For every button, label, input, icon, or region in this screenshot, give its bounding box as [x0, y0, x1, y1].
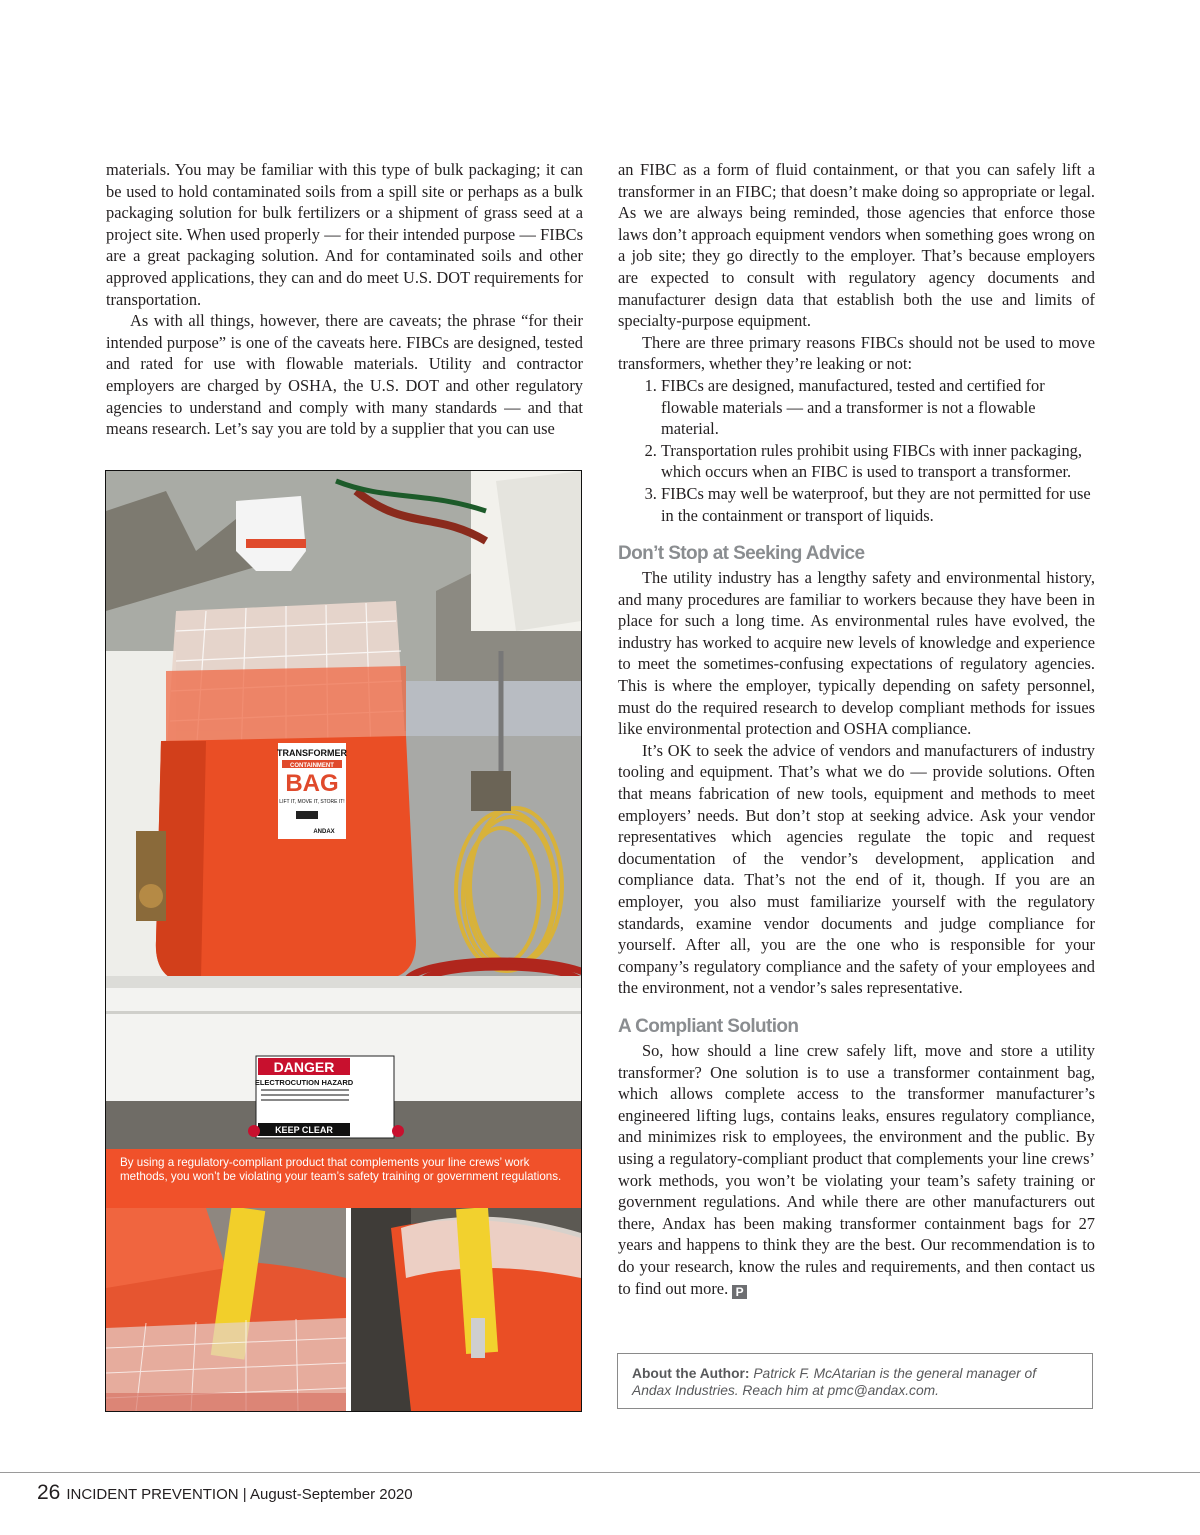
body-paragraph — [618, 1040, 1095, 1299]
publication-info: INCIDENT PREVENTION | August-September 2020 — [66, 1486, 413, 1503]
body-paragraph: As with all things, however, there are caveats; the phrase “for their intended purpose” is one of the caveats here. FIBCs are designed, tested and rated for use with flowable materials. Utility and contractor employers are charged by OSHA, the U.S. DOT and other regulatory agencies to understand and comply with many standards — and that means research. Let’s say you are told by a supplier that you can use — [106, 311, 583, 439]
body-paragraph: There are three primary reasons FIBCs should not be used to move transformers, whether they’re leaking or not: — [618, 332, 1095, 374]
photo-caption: By using a regulatory-compliant product that complements your line crews’ work methods, you won’t be violating your team’s safety training or government regulations. — [106, 1149, 581, 1208]
sub-photo-right — [351, 1208, 581, 1411]
bag-label-line1: TRANSFORMER — [277, 748, 347, 758]
bag-label-line3: BAG — [285, 770, 339, 797]
left-column — [106, 159, 583, 440]
danger-footer: KEEP CLEAR — [275, 1125, 333, 1135]
body-text: So, how should a line crew safely lift, move and store a utility transformer? One solution is to use a transformer containment bag, which allows complete access to the transformer manufacturer’s engineered lifting lugs, contains leaks, ensures regulatory compliance, and minimizes risk to employees, the environment and the public. By using a regulatory-compliant product that complements your line crews’ work methods, you won’t be violating your team’s safety training or government regulations. And while there are other manufacturers out there, Andax has been making transformer containment bags for 27 years and happens to think they are the best. Our recommendation is to do your research, know the rules and requirements, and then contact us to find out more. — [618, 1040, 1095, 1298]
body-paragraph: It’s OK to seek the advice of vendors and manufacturers of industry tooling and equipment. That’s what we do — provide solutions. Often that means fabrication of new tools, equipment and methods to meet employers’ needs. But don’t stop at seeking advice. Ask your vendor representatives which agencies regulate the topic and request documentation of the vendor’s development, application and compliance data. That’s not the end of it, though. If you are an employer, you also must familiarize yourself with the regulatory standards, examine vendor documents and judge compliance for yourself. After all, you are the one who is responsible for your company’s regulatory compliance and the safety of your employees and the environment, not a vendor’s sales representative. — [618, 740, 1095, 998]
body-paragraph: an FIBC as a form of fluid containment, or that you can safely lift a transformer in an FIBC; that doesn’t make doing so appropriate or legal. As we are always being reminded, those agencies that enforce those laws don’t approach equipment vendors when something goes wrong on a job site; they go directly to the employer. That’s because employers are expected to consult with regulatory agency documents and manufacturer design data that establish both the use and limits of specialty-purpose equipment. — [618, 160, 1095, 331]
page-number: 26 — [37, 1481, 61, 1504]
section-heading: A Compliant Solution — [618, 1015, 799, 1037]
footer-divider — [0, 1472, 1200, 1473]
body-paragraph: The utility industry has a lengthy safety and environmental history, and many procedures are familiar to workers because they have been in place for such a long time. As environmental rules have evolved, the industry has worked to acquire new levels of knowledge and experience to meet the sometimes-confusing expectations of regulatory agencies. This is where the employer, typically depending on safety personnel, must do the required research to develop compliant methods for issues like environmental protection and OSHA compliance. — [618, 568, 1095, 739]
main-photo — [106, 471, 581, 1149]
author-label: About the Author: — [632, 1366, 750, 1381]
bag-brand: ANDAX — [313, 829, 335, 835]
author-box — [617, 1353, 1093, 1409]
bag-label-line2: CONTAINMENT — [290, 763, 334, 769]
list-item: 2. Transportation rules prohibit using FIBCs with inner packaging, which occurs when an FIBC is used to transport a transformer. — [661, 440, 1095, 483]
page-footer — [37, 1481, 413, 1505]
author-bio: Patrick F. McAtarian is the general manager of Andax Industries. Reach him at pmc@andax.com. — [632, 1366, 1037, 1398]
body-paragraph: materials. You may be familiar with this type of bulk packaging; it can be used to hold contaminated soils from a spill site or perhaps as a bulk packaging solution for bulk fertilizers or a shipment of grass seed at a project site. When used properly — for their intended purpose — FIBCs are a great packaging solution. And for contaminated soils and other approved applications, they can and do meet U.S. DOT requirements for transportation. — [106, 160, 583, 309]
reasons-list — [618, 375, 1095, 526]
right-column — [618, 159, 1095, 1299]
sub-photo-left — [106, 1208, 346, 1411]
end-mark-icon: P — [732, 1285, 747, 1299]
bag-label-line4: LIFT IT, MOVE IT, STORE IT! — [279, 799, 345, 805]
danger-subtitle: ELECTROCUTION HAZARD — [254, 1078, 354, 1087]
photo-panel — [105, 470, 582, 1412]
section-heading: Don’t Stop at Seeking Advice — [618, 543, 865, 565]
danger-title: DANGER — [273, 1059, 335, 1075]
list-item: 1. FIBCs are designed, manufactured, tested and certified for flowable materials — and a transformer is not a flowable material. — [661, 375, 1095, 440]
list-item: 3. FIBCs may well be waterproof, but they are not permitted for use in the containment or transport of liquids. — [661, 483, 1095, 526]
